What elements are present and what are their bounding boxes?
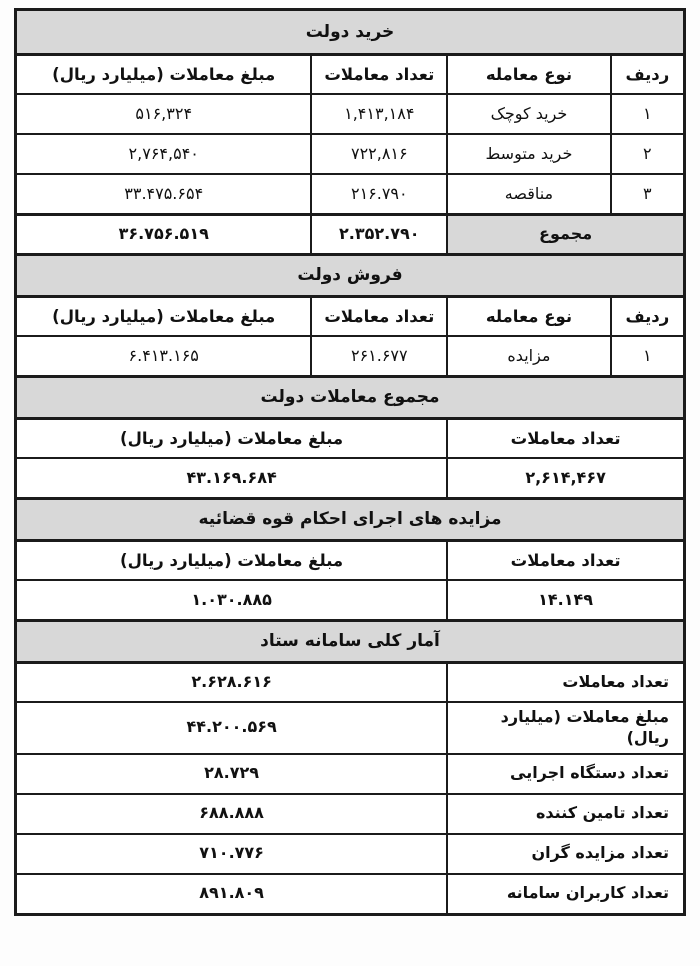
gov-total-column-header-row <box>17 417 683 457</box>
stat-value: ۷۱۰.۷۷۶ <box>199 843 264 863</box>
cell-count: ۲,۶۱۴,۴۶۷ <box>446 459 683 497</box>
col-header-amount: مبلغ معاملات (میلیارد ریال) <box>52 306 276 326</box>
judiciary-values-row <box>17 579 683 619</box>
gov-total-values-row <box>17 457 683 497</box>
cell-radif: ۲ <box>610 135 683 173</box>
stat-value: ۸۹۱.۸۰۹ <box>199 883 264 903</box>
stat-row-suppliers <box>17 793 683 833</box>
total-amount: ۳۶.۷۵۶.۵۱۹ <box>118 224 209 244</box>
section-title: مزایده های اجرای احکام قوه قضائیه <box>198 509 502 530</box>
stat-label: تعداد مزایده گران <box>446 835 683 873</box>
cell-amount: ۶.۴۱۳.۱۶۵ <box>128 345 199 365</box>
col-header-type: نوع معامله <box>446 298 610 335</box>
col-header-radif: ردیف <box>610 298 683 335</box>
cell-radif: ۳ <box>610 175 683 213</box>
stat-row-auctioneers <box>17 833 683 873</box>
cell-amount: ۴۳.۱۶۹.۶۸۴ <box>186 467 277 487</box>
table-row-auction <box>17 335 683 375</box>
stat-value: ۲.۶۲۸.۶۱۶ <box>191 672 272 692</box>
cell-count: ۲۶۱.۶۷۷ <box>310 337 446 375</box>
section-header-judiciary-auctions <box>17 497 683 539</box>
section-header-government-transactions-total <box>17 375 683 417</box>
section-header-government-purchase <box>17 11 683 53</box>
stat-value: ۴۴.۲۰۰.۵۶۹ <box>186 717 277 737</box>
cell-count: ۲۱۶.۷۹۰ <box>310 175 446 213</box>
section-title: مجموع معاملات دولت <box>260 387 440 408</box>
cell-amount: ۱.۰۳۰.۸۸۵ <box>191 589 272 609</box>
cell-count: ۱۴.۱۴۹ <box>446 581 683 619</box>
table-row-tender <box>17 173 683 213</box>
col-header-amount: مبلغ معاملات (میلیارد ریال) <box>120 428 344 448</box>
stat-row-transactions-count <box>17 661 683 701</box>
stat-row-executive-agencies <box>17 753 683 793</box>
cell-amount: ۳۳.۴۷۵.۶۵۴ <box>124 183 204 203</box>
cell-count: ۱,۴۱۳,۱۸۴ <box>310 95 446 133</box>
section-header-government-sale <box>17 253 683 295</box>
cell-type: خرید کوچک <box>446 95 610 133</box>
table-row-medium-purchase <box>17 133 683 173</box>
stat-label: تعداد دستگاه اجرایی <box>446 755 683 793</box>
stat-row-system-users <box>17 873 683 913</box>
purchase-column-header-row <box>17 53 683 93</box>
purchase-total-row <box>17 213 683 253</box>
sale-column-header-row <box>17 295 683 335</box>
section-title: آمار کلی سامانه ستاد <box>260 631 440 652</box>
judiciary-column-header-row <box>17 539 683 579</box>
cell-type: مزایده <box>446 337 610 375</box>
cell-type: مناقصه <box>446 175 610 213</box>
col-header-amount: مبلغ معاملات (میلیارد ریال) <box>52 64 276 84</box>
col-header-type: نوع معامله <box>446 56 610 93</box>
cell-amount: ۲,۷۶۴,۵۴۰ <box>128 143 199 163</box>
table-row-small-purchase <box>17 93 683 133</box>
col-header-count: تعداد معاملات <box>310 56 446 93</box>
stat-value: ۶۸۸.۸۸۸ <box>199 803 264 823</box>
stat-row-transactions-amount <box>17 701 683 753</box>
col-header-count: تعداد معاملات <box>446 420 683 457</box>
stat-label: تعداد تامین کننده <box>446 795 683 833</box>
cell-type: خرید متوسط <box>446 135 610 173</box>
total-label: مجموع <box>446 216 683 253</box>
col-header-amount: مبلغ معاملات (میلیارد ریال) <box>120 550 344 570</box>
section-title: خرید دولت <box>305 21 395 42</box>
col-header-count: تعداد معاملات <box>310 298 446 335</box>
stat-label: تعداد کاربران سامانه <box>446 875 683 913</box>
total-count: ۲.۳۵۲.۷۹۰ <box>310 216 446 253</box>
stat-label: مبلغ معاملات (میلیارد ریال) <box>446 703 683 753</box>
section-header-setad-overall-stats <box>17 619 683 661</box>
cell-amount: ۵۱۶,۳۲۴ <box>135 103 193 123</box>
statistics-table <box>14 8 686 916</box>
col-header-radif: ردیف <box>610 56 683 93</box>
cell-count: ۷۲۲,۸۱۶ <box>310 135 446 173</box>
section-title: فروش دولت <box>297 265 403 286</box>
col-header-count: تعداد معاملات <box>446 542 683 579</box>
stat-label: تعداد معاملات <box>446 664 683 701</box>
stat-value: ۲۸.۷۲۹ <box>204 763 260 783</box>
cell-radif: ۱ <box>610 337 683 375</box>
cell-radif: ۱ <box>610 95 683 133</box>
